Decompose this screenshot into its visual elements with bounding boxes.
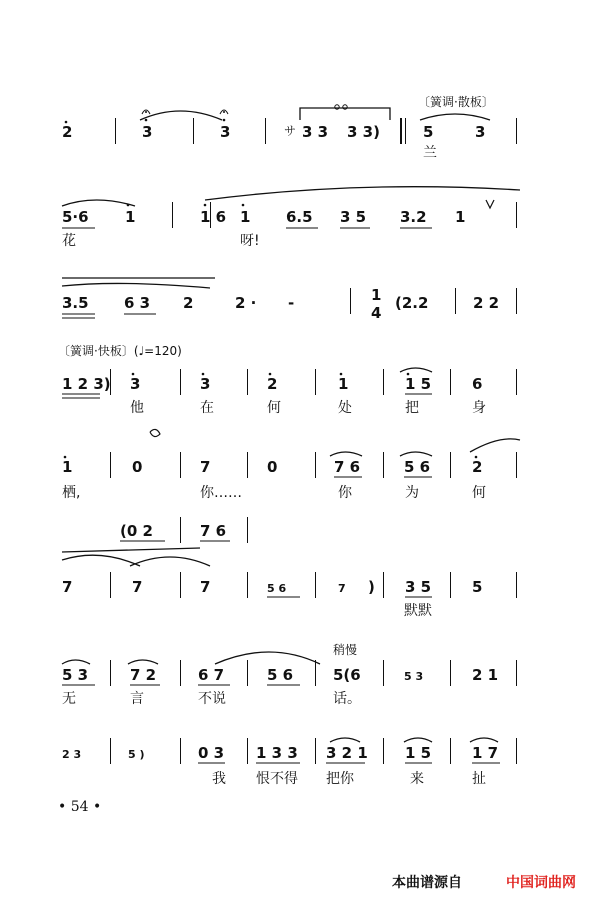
lyric: 你 — [338, 485, 352, 501]
note: 3 2 1 — [326, 744, 368, 762]
bracket — [300, 108, 390, 120]
note: 7 — [338, 582, 346, 595]
note: 3 — [130, 375, 141, 393]
lyric: 何 — [267, 400, 281, 416]
note: 3 — [220, 123, 231, 141]
slur — [62, 548, 200, 552]
note: 3 5 — [340, 208, 367, 226]
note: 5·6 — [62, 208, 89, 226]
lyric: 言 — [130, 691, 144, 707]
note: (0 2 — [120, 522, 153, 540]
lyric: 在 — [200, 400, 214, 416]
note: 1 — [338, 375, 349, 393]
slur — [205, 187, 520, 200]
lyric: 他 — [130, 400, 144, 416]
note: 1 — [240, 208, 251, 226]
slur — [62, 555, 140, 566]
note: 3 — [142, 123, 153, 141]
note: 5 3 — [404, 670, 424, 683]
fermata-marks — [142, 105, 347, 114]
note: 7 2 — [130, 666, 157, 684]
note: 7 — [132, 578, 143, 596]
note: 0 3 — [198, 744, 225, 762]
lyric: 恨不得 — [256, 771, 298, 787]
source-label: 本曲谱源自 — [392, 875, 462, 891]
note: 2 — [267, 375, 278, 393]
breath-marks — [150, 200, 494, 437]
slur — [420, 114, 490, 120]
note: 2 3 — [62, 748, 82, 761]
note: 7 6 — [200, 522, 227, 540]
slur — [62, 200, 135, 206]
note: 1 — [125, 208, 136, 226]
note: 2 1 — [472, 666, 499, 684]
note: 6 3 — [124, 294, 151, 312]
note: 6.5 — [286, 208, 313, 226]
slur — [404, 738, 432, 742]
note: 1 — [455, 208, 466, 226]
slur — [400, 368, 432, 372]
slur — [130, 557, 210, 566]
note: - — [288, 294, 295, 312]
lyric: 呀! — [240, 233, 260, 249]
note: 1 2 3) — [62, 375, 111, 393]
slurs — [62, 108, 520, 742]
note: 0 — [132, 458, 143, 476]
note: 7 — [62, 578, 73, 596]
note: 2 · — [235, 294, 257, 312]
time-sig-denominator: 4 — [371, 304, 382, 322]
lyric: 话。 — [333, 691, 361, 707]
note: 2 — [183, 294, 194, 312]
slur — [128, 660, 158, 664]
note: 3 3) — [347, 123, 380, 141]
note: 3.5 — [62, 294, 89, 312]
note: ) — [368, 578, 375, 596]
time-sig-numerator: 1 — [371, 286, 382, 304]
note: 5 6 — [267, 666, 294, 684]
lyric: 处 — [338, 400, 352, 416]
note: 3 5 — [405, 578, 432, 596]
note: 0 — [267, 458, 278, 476]
note: 5 3 — [62, 666, 89, 684]
note: 1 5 — [405, 375, 432, 393]
note: 7 — [200, 458, 211, 476]
note: 1 5 — [405, 744, 432, 762]
lyric: 无 — [62, 691, 76, 707]
lyric: 兰 — [423, 145, 437, 161]
lyric: 我 — [212, 771, 226, 787]
note: 5 6 — [267, 582, 287, 595]
slur — [470, 738, 498, 742]
page-number: • 54 • — [58, 799, 102, 815]
lyric: 何 — [472, 485, 486, 501]
tempo-slow-mark: 稍慢 — [333, 643, 358, 657]
note: 3 — [475, 123, 486, 141]
octave-dots — [64, 119, 478, 459]
note: 6 — [472, 375, 483, 393]
site-name-link[interactable]: 中国词曲网 — [506, 875, 576, 891]
slur — [215, 652, 320, 664]
lyric: 把你 — [326, 771, 354, 787]
note: 5 ) — [128, 748, 145, 761]
slur — [330, 738, 360, 742]
note: 5(6 — [333, 666, 361, 684]
note: 3.2 — [400, 208, 427, 226]
lyric: 不说 — [198, 691, 226, 707]
section-label-1: 〔簧调·散板〕 — [418, 95, 494, 109]
slur — [62, 283, 210, 288]
lyric: 花 — [62, 233, 76, 249]
lyric: 身 — [472, 400, 486, 416]
note: 1 — [62, 458, 73, 476]
note: 2 — [62, 123, 73, 141]
lyric: 栖, — [62, 485, 81, 501]
slur — [330, 452, 362, 456]
note: 1 3 3 — [256, 744, 298, 762]
note: 2 2 — [473, 294, 500, 312]
lyric: 扯 — [472, 771, 486, 787]
slur — [140, 111, 222, 120]
slur — [62, 660, 90, 664]
note: 6 7 — [198, 666, 225, 684]
note: 3 3 — [302, 123, 329, 141]
note: 1 7 — [472, 744, 499, 762]
note: 1 6 — [200, 208, 227, 226]
note: 5 6 — [404, 458, 431, 476]
slur — [400, 452, 432, 456]
note: 2 — [472, 458, 483, 476]
lyric: 为 — [405, 485, 419, 501]
lyric: 来 — [410, 771, 424, 787]
lyric: 默默 — [404, 603, 432, 619]
slur — [470, 439, 520, 452]
note: 5 — [472, 578, 483, 596]
note: (2.2 — [395, 294, 429, 312]
note: 7 6 — [334, 458, 361, 476]
underlines — [62, 228, 500, 763]
lyric: 你…… — [200, 485, 242, 501]
lyric: 把 — [405, 400, 419, 416]
section-label-2: 〔簧调·快板〕(♩=120) — [58, 344, 182, 358]
note: 5 — [423, 123, 434, 141]
note: 7 — [200, 578, 211, 596]
note: 3 — [200, 375, 211, 393]
free-meter-mark: サ — [284, 124, 297, 138]
